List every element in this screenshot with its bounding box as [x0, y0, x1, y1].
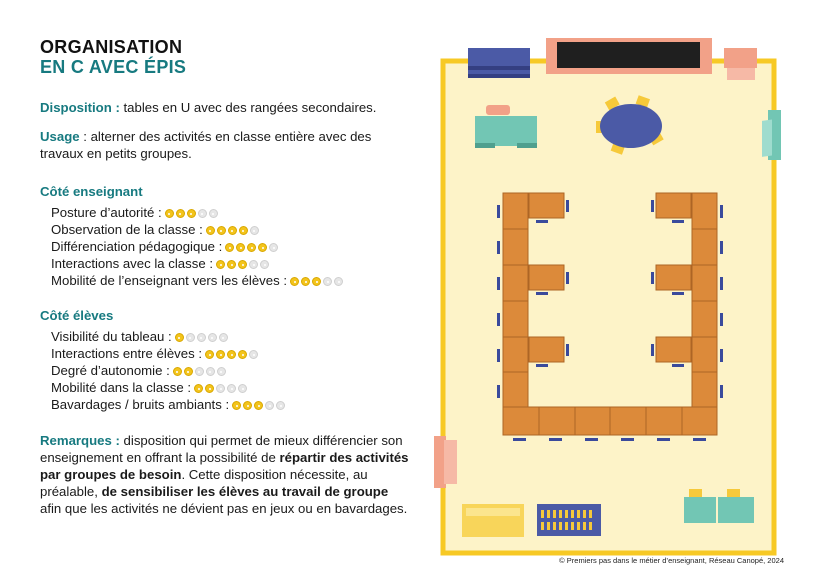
disposition-text: tables en U avec des rangées secondaires. — [119, 100, 377, 115]
remarks-bold-1: répartir des activités par groupes de besoin — [40, 450, 409, 482]
title-line-1: ORGANISATION — [40, 37, 183, 57]
left-door — [434, 436, 457, 488]
top-right-cabinet — [724, 48, 757, 68]
remarks-bold-2: de sensibiliser les élèves au travail de groupe — [101, 484, 389, 499]
criterion-label: Degré d’autonomie : — [51, 363, 170, 378]
criterion-label: Visibilité du tableau : — [51, 329, 172, 344]
remarks-text-3: afin que les activités ne dévient pas en jeux ou en bavardages. — [40, 501, 408, 516]
teacher-side-heading: Côté enseignant — [40, 184, 143, 199]
copyright-credit: © Premiers pas dans le métier d’enseignant, Réseau Canopé, 2024 — [559, 556, 784, 565]
blackboard — [557, 42, 700, 68]
bottom-shelf — [537, 504, 601, 536]
title-line-2: EN C AVEC ÉPIS — [40, 57, 187, 77]
student-side-heading: Côté élèves — [40, 308, 114, 323]
usage-label: Usage — [40, 129, 80, 144]
criterion-label: Observation de la classe : — [51, 222, 203, 237]
bottom-yellow-bin — [462, 504, 524, 537]
criterion-label: Posture d’autorité : — [51, 205, 162, 220]
remarks-text-2: . Cette disposition nécessite, au préalable, — [40, 467, 368, 499]
criterion-label: Interactions entre élèves : — [51, 346, 203, 361]
disposition-label: Disposition : — [40, 100, 120, 115]
remarks-text-1: disposition qui permet de mieux différencier son enseignement en offrant la possibilité de — [40, 433, 403, 465]
criterion-label: Bavardages / bruits ambiants : — [51, 397, 230, 412]
criterion-label: Interactions avec la classe : — [51, 256, 213, 271]
criterion-label: Mobilité dans la classe : — [51, 380, 192, 395]
usage-text: : alterner des activités en classe entière avec des travaux en petits groupes. — [40, 129, 372, 161]
top-cabinet — [468, 48, 530, 75]
criterion-label: Mobilité de l’enseignant vers les élèves : — [51, 273, 288, 288]
remarks-label: Remarques : — [40, 433, 120, 448]
criterion-label: Différenciation pédagogique : — [51, 239, 223, 254]
